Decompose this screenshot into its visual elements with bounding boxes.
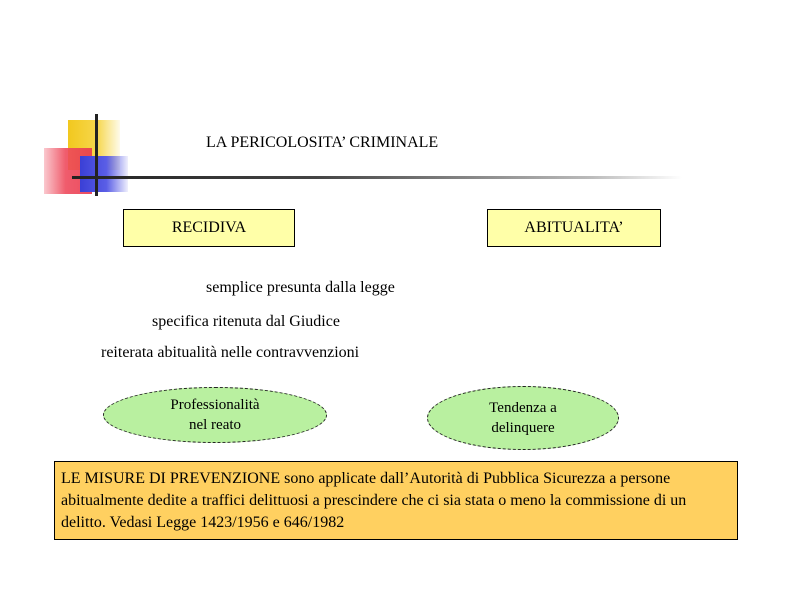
logo-vertical-line — [95, 114, 98, 196]
recidiva-box: RECIDIVA — [123, 209, 295, 247]
professionalita-line-1: Professionalità — [170, 397, 260, 413]
recidiva-type-2: specifica ritenuta dal Giudice — [152, 313, 340, 330]
slide-title: LA PERICOLOSITA’ CRIMINALE — [206, 134, 439, 151]
professionalita-line-2: nel reato — [188, 417, 242, 433]
tendenza-line-1: Tendenza a — [489, 400, 557, 416]
professionalita-ellipse — [103, 387, 327, 443]
title-underline — [72, 176, 682, 179]
tendenza-line-2: delinquere — [491, 420, 555, 436]
tendenza-ellipse — [427, 386, 619, 450]
abitualita-box: ABITUALITA’ — [487, 209, 661, 247]
recidiva-type-3: reiterata abitualità nelle contravvenzioni — [101, 344, 360, 361]
misure-prevenzione-box: LE MISURE DI PREVENZIONE sono applicate dall’Autorità di Pubblica Sicurezza a persone abitualmente dedite a traffici delittuosi a prescindere che ci sia stata o meno la commissione di un delitto. Vedasi Legge 1423/1956 e 646/1982 — [54, 461, 738, 540]
recidiva-type-1: semplice presunta dalla legge — [206, 279, 395, 296]
logo-blue-square — [80, 156, 128, 192]
